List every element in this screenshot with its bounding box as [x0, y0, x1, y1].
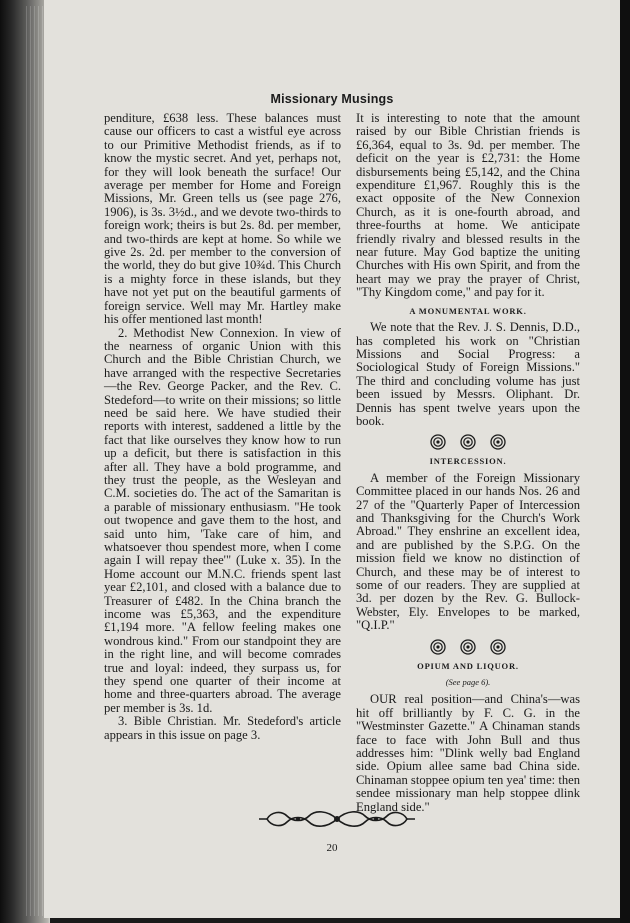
- flower-ornament-icon: [490, 639, 506, 655]
- page-number: 20: [326, 842, 338, 854]
- paragraph-bible-christian: 3. Bible Christian. Mr. Stedeford's article appears in this issue on page 3.: [104, 714, 341, 742]
- paragraph-monumental-work: We note that the Rev. J. S. Dennis, D.D., has completed his work on "Christian Missions and Social Progress: a Sociological Study of Foreign Missions." The third and concluding volume has just been issued by Messrs. Oliphant. Dr. Dennis has spent twelve years upon the book.: [356, 320, 580, 428]
- paragraph-intercession: A member of the Foreign Missionary Committee placed in our hands Nos. 26 and 27 of the "Quarterly Paper of Intercession and Thanksgiving for the Church's Work Abroad." They enshrine an excellent idea, and are published by the S.P.G. On the mission field we know no distinction of Church, and these may be of interest to some of our readers. They are supplied at 3d. per dozen by the Rev. G. Bullock-Webster, Ely. Envelopes to be marked, "Q.I.P.": [356, 470, 580, 633]
- paragraph-opium-liquor: OUR real position—and China's—was hit off brilliantly by F. C. G. in the "Westminster Gazette." A Chinaman stands face to face with John Bull and thus addresses him: "Dlink welly bad England side. Opium allee same bad China side. Chinaman stoppee opium ten yea' time: then sendee missionary man help stoppee dlink England side.": [356, 692, 581, 814]
- running-head: Missionary Musings: [270, 92, 394, 106]
- flower-divider: [356, 639, 580, 655]
- see-page-reference: (See page 6).: [445, 677, 491, 688]
- paragraph-bible-christian-figures: It is interesting to note that the amount raised by our Bible Christian friends is £6,364, equal to 3s. 9d. per member. The deficit on the year is £2,731: the Home disbursements being £5,142, and the China expenditure £1,967. Roughly this is the exact opposite of the New Connexion Church, as it is one-fourth abroad, and three-fourths at home. We anticipate friendly rivalry and blessed results in the near future. May God baptize the uniting Churches with His own Spirit, and from the heart may we pray the prayer of Christ, "Thy Kingdom come," and pay for it.: [356, 111, 580, 300]
- book-page: [44, 0, 620, 918]
- book-spine-gutter: [0, 0, 50, 923]
- flower-ornament-icon: [430, 639, 446, 655]
- paragraph-expenditure: penditure, £638 less. These balances must cause our officers to cast a wistful eye across to our Primitive Methodist friends, as if to know the mystic secret. And yet, perhaps not, for they will look beneath the surface! Our average per member for Home and Foreign Missions, Mr. Green tells us (see page 276, 1906), is 3s. 3½d., and we devote two-thirds to foreign work; theirs is but 2s. 8d. per member, and two-thirds are kept at home. So while we give 2s. 2d. per member to the conversion of the world, they do but give 10¾d. This Church is a mighty force in these islands, but they have not yet put on the beautiful garments of foreign service. Well may Mr. Hartley make his offer mentioned last month!: [104, 111, 341, 327]
- flower-ornament-icon: [460, 434, 476, 450]
- left-column: [104, 112, 341, 742]
- heading-intercession: INTERCESSION.: [429, 456, 507, 467]
- paragraph-new-connexion: 2. Methodist New Connexion. In view of the nearness of organic Union with this Church and the Bible Christian Church, we have arranged with the respective Secretaries—the Rev. George Packer, and the Rev. C. Stedeford—to write on their missions; so little need be said here. We have studied their reports with interest, saddened a little by the fact that like ourselves they know how to run up a deficit, but there is satisfaction in this after all. They have a bold programme, and they trust the people, as the Wesleyan and C.M. societies do. The act of the Samaritan is a parable of missionary enthusiasm. "He took out twopence and gave them to the host, and said unto him, 'Take care of him, and whatsoever thou spendest more, when I come again I will repay thee'" (Luke x. 35). In the Home account our M.N.C. friends spent last year £2,101, and closed with a balance due to Treasurer of £482. In the China branch the income was £5,363, and the expenditure £1,194 more. "A fellow feeling makes one wondrous kind." From our standpoint they are in the right line, and will become comrades true and loyal: indeed, they surpass us, for they spend one quarter of their income at home and three-quarters abroad. The average per member is 3s. 1d.: [104, 325, 341, 715]
- right-column: [356, 112, 580, 814]
- heading-monumental-work: A MONUMENTAL WORK.: [409, 305, 527, 316]
- tailpiece-ornament-icon: [257, 808, 417, 830]
- flower-ornament-icon: [430, 434, 446, 450]
- flower-ornament-icon: [460, 639, 476, 655]
- right-frame-edge: [620, 0, 630, 923]
- flower-ornament-icon: [490, 434, 506, 450]
- flower-divider: [356, 434, 580, 450]
- heading-opium-liquor: OPIUM AND LIQUOR.: [417, 660, 519, 671]
